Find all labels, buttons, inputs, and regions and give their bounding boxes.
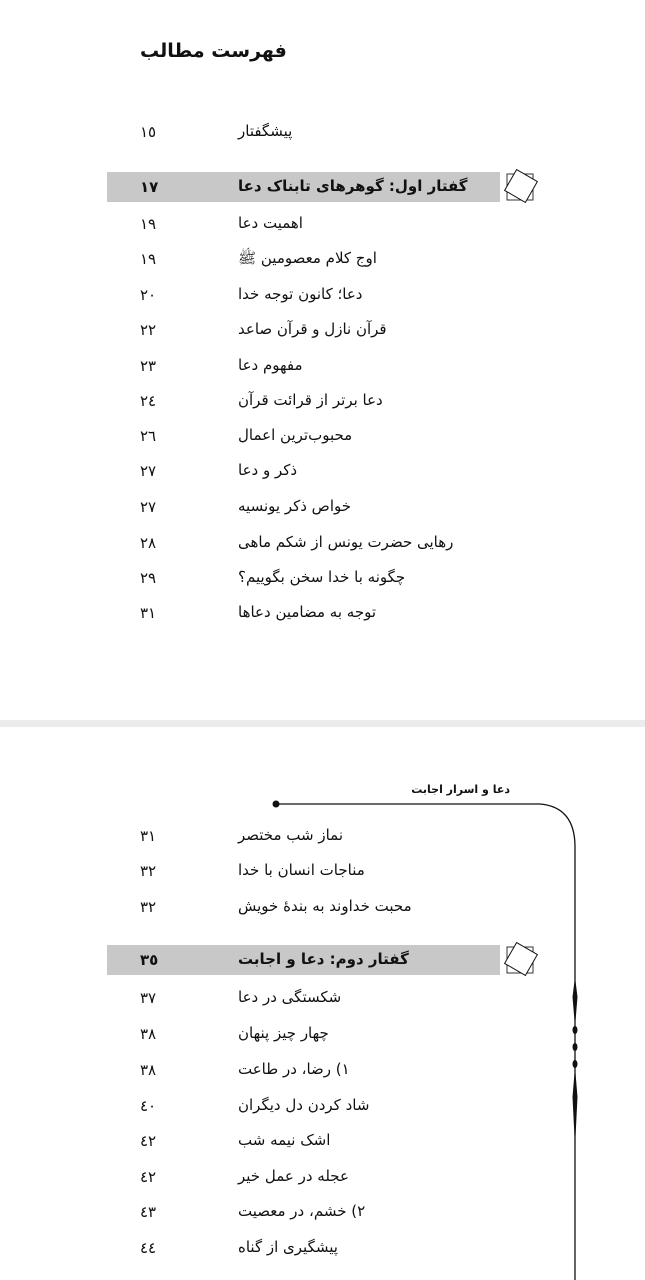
page-number: ٢٧	[140, 462, 157, 480]
entry-title: خواص ذکر یونسیه	[238, 497, 352, 515]
page-number: ٢٤	[140, 392, 157, 410]
entry-title: پیشگفتار	[238, 122, 293, 140]
toc-entry[interactable]	[0, 280, 645, 310]
entry-title: مناجات انسان با خدا	[238, 861, 365, 879]
page-number: ٢٠	[140, 286, 157, 304]
page-number: ٣٥	[140, 951, 159, 969]
entry-title: محبوب‌ترین اعمال	[238, 426, 353, 444]
page-number: ٣٨	[140, 1061, 157, 1079]
entry-title: اوج کلام معصومین ﷺ	[238, 249, 377, 267]
page-title: فهرست مطالب	[140, 40, 287, 62]
page-number: ٢٢	[140, 321, 157, 339]
page-number: ١٩	[140, 250, 157, 268]
toc-entry[interactable]	[0, 1162, 645, 1192]
page-number: ٣١	[140, 604, 157, 622]
entry-title: دعا؛ کانون توجه خدا	[238, 285, 363, 303]
page-number: ٢٩	[140, 569, 157, 587]
page-number: ٤٠	[140, 1097, 157, 1115]
toc-entry[interactable]	[0, 1019, 645, 1049]
diamond-ornament-icon	[503, 941, 539, 977]
entry-title: چهار چیز پنهان	[238, 1024, 329, 1042]
entry-title: گفتار اول: گوهرهای تابناک دعا	[238, 177, 468, 195]
page-number: ٣٢	[140, 862, 157, 880]
entry-title: اشک نیمه شب	[238, 1131, 331, 1149]
toc-entry[interactable]	[0, 1055, 645, 1085]
entry-title: مفهوم دعا	[238, 356, 303, 374]
toc-entry[interactable]	[0, 456, 645, 486]
entry-title: پیشگیری از گناه	[238, 1238, 338, 1256]
page-number: ٣٧	[140, 989, 157, 1007]
page-number: ٣١	[140, 827, 157, 845]
entry-title: رهایی حضرت یونس از شکم ماهی	[238, 533, 454, 551]
page-number: ٤٣	[140, 1203, 157, 1221]
page-number: ١٩	[140, 215, 157, 233]
toc-entry[interactable]	[0, 351, 645, 381]
entry-title: محبت خداوند به بندهٔ خویش	[238, 897, 412, 915]
page-number: ٢٨	[140, 534, 157, 552]
toc-entry[interactable]	[0, 563, 645, 593]
page-number: ١٧	[140, 178, 159, 196]
page-number: ٣٨	[140, 1025, 157, 1043]
page-number: ٢٣	[140, 357, 157, 375]
page-number: ٤٢	[140, 1168, 157, 1186]
entry-title: گفتار دوم: دعا و اجابت	[238, 950, 409, 968]
toc-entry[interactable]	[0, 598, 645, 628]
toc-page-2	[0, 727, 645, 1280]
entry-title: شاد کردن دل دیگران	[238, 1096, 370, 1114]
page-number: ٢٦	[140, 427, 157, 445]
entry-title: نماز شب مختصر	[238, 826, 344, 844]
toc-entry[interactable]	[0, 856, 645, 886]
toc-chapter-row[interactable]	[0, 172, 645, 202]
toc-entry[interactable]	[0, 244, 645, 274]
entry-title: چگونه با خدا سخن بگوییم؟	[238, 568, 406, 586]
toc-entry[interactable]	[0, 117, 645, 147]
toc-entry[interactable]	[0, 983, 645, 1013]
toc-entry[interactable]	[0, 492, 645, 522]
page-number: ٢٧	[140, 498, 157, 516]
page-number: ٤٤	[140, 1239, 157, 1257]
toc-entry[interactable]	[0, 421, 645, 451]
entry-title: دعا برتر از قرائت قرآن	[238, 391, 383, 409]
toc-entry[interactable]	[0, 386, 645, 416]
toc-entry[interactable]	[0, 315, 645, 345]
toc-entry[interactable]	[0, 1091, 645, 1121]
page-number: ٣٢	[140, 898, 157, 916]
running-head: دعا و اسرار اجابت	[411, 783, 510, 796]
entry-title: اهمیت دعا	[238, 214, 303, 232]
entry-title: عجله در عمل خیر	[238, 1167, 349, 1185]
entry-title: ٢) خشم، در معصیت	[238, 1202, 366, 1220]
entry-title: قرآن نازل و قرآن صاعد	[238, 320, 387, 338]
toc-entry[interactable]	[0, 821, 645, 851]
entry-title: توجه به مضامین دعاها	[238, 603, 377, 621]
toc-entry[interactable]	[0, 1197, 645, 1227]
toc-entry[interactable]	[0, 892, 645, 922]
toc-entry[interactable]	[0, 1233, 645, 1263]
toc-entry[interactable]	[0, 209, 645, 239]
page-number: ٤٢	[140, 1132, 157, 1150]
page-separator	[0, 720, 645, 727]
entry-title: شکستگی در دعا	[238, 988, 342, 1006]
entry-title: ذکر و دعا	[238, 461, 298, 479]
entry-title: ١) رضا، در طاعت	[238, 1060, 350, 1078]
diamond-ornament-icon	[503, 168, 539, 204]
page-number: ١٥	[140, 123, 157, 141]
toc-chapter-row[interactable]	[0, 945, 645, 975]
toc-entry[interactable]	[0, 528, 645, 558]
toc-entry[interactable]	[0, 1126, 645, 1156]
